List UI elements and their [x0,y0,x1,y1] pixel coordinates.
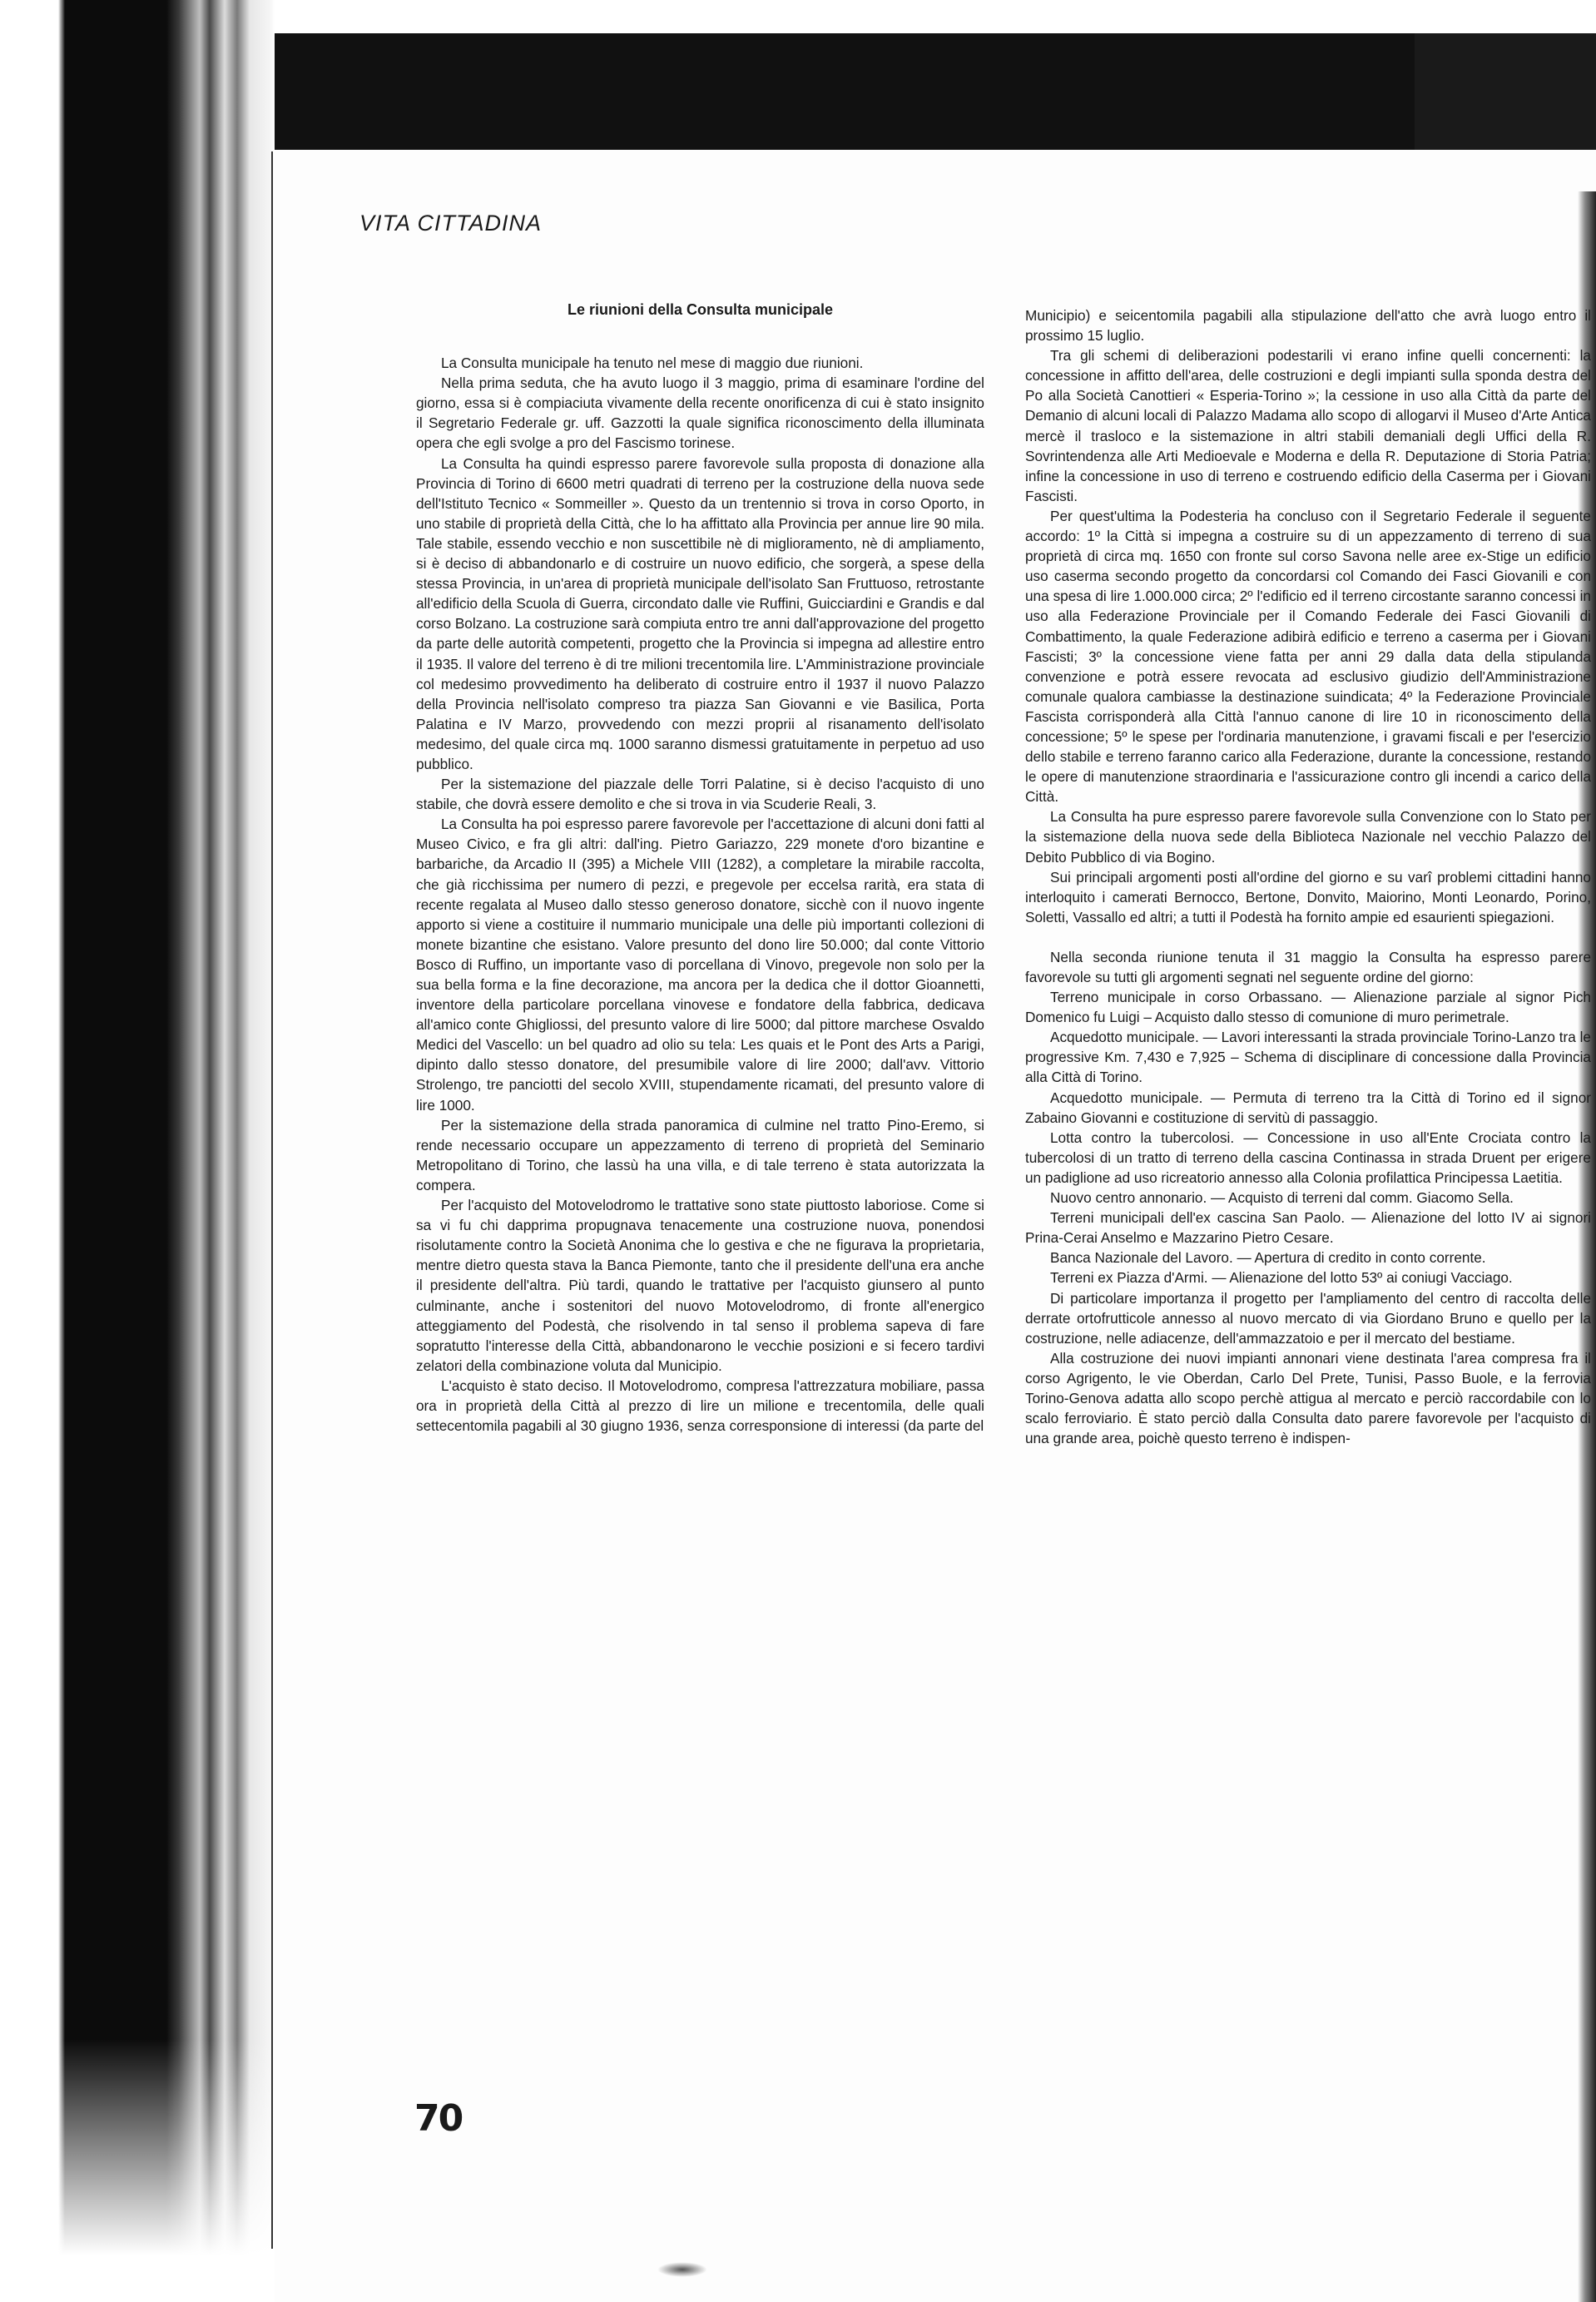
book-spine-shadow [0,0,275,2302]
paragraph: Alla costruzione dei nuovi impianti annonari viene destinata l'area compresa fra il corso Agrigento, le vie Oberdan, Carlo Del Prete, Tunisi, Passo Buole, e la ferrovia Torino-Genova adatta allo scopo perchè attigua al mercato e perciò raccordabile con lo scalo ferroviario. È stato perciò dalla Consulta dato parere favorevole per l'acquisto di una grande area, poichè questo terreno è indispen- [1025,1349,1591,1447]
paragraph: Nella prima seduta, che ha avuto luogo il 3 maggio, prima di esaminare l'ordine del giorno, essa si è compiaciuta vivamente della recente onorificenza di cui è stato insignito il Segretario Federale gr. uff. Gazzotti la quale significa riconoscimento della illuminata opera che egli svolge a pro del Fascismo torinese. [416,375,984,452]
agenda-item: Nuovo centro annonario. — Acquisto di terreni dal comm. Giacomo Sella. [1050,1189,1514,1207]
scan-fade [0,2039,275,2302]
paragraph: Per quest'ultima la Podesteria ha concluso con il Segretario Federale il seguente accordo: 1º la Città si impegna a costruire su di un appezzamento di terreno di sua proprietà di circa mq. 1650 con fronte sul corso Savona nelle aree ex-Stige un edificio uso caserma secondo progetto da concordarsi col Comando dei Fasci Giovanili e con una spesa di lire 1.000.000 circa; 2º l'edificio ed il terreno circostante saranno concessi in uso alla Federazione Provinciale per il Comando Federale dei Fasci Giovanili di Combattimento, la quale Federazione adibirà edificio e terreno a caserma per i Giovani Fascisti; 3º la concessione viene fatta per anni 29 dalla data della stipulanda convenzione e potrà essere revocata ad esclusivo giudizio dell'Amministrazione comunale qualora cambiasse la destinazione suindicata; 4º la Federazione Provinciale Fascista corrisponderà alla Città l'annuo canone di lire 10 in riconoscimento della concessione; 5º le spese per l'ordinaria manutenzione, i gravami fiscali e per l'esercizio dello stabile e terreno faranno carico alla Federazione, durante la concessione, restando le opere di manutenzione straordinaria e l'assicurazione contro gli incendi a carico della Città. [1025,507,1591,806]
left-column [416,300,984,1436]
paragraph: Per la sistemazione del piazzale delle Torri Palatine, si è deciso l'acquisto di uno stabile, che dovrà essere demolito e che si trova in via Scuderie Reali, 3. [416,776,984,813]
paragraph: La Consulta municipale ha tenuto nel mese di maggio due riunioni. [441,355,864,372]
paragraph: L'acquisto è stato deciso. Il Motovelodromo, compresa l'attrezzatura mobiliare, passa ora in proprietà della Città al prezzo di lire un milione e trecentomila, delle quali settecentomila pagabili al 30 giugno 1936, senza corresponsione di interessi (da parte del [416,1377,984,1435]
page-number: 70 [414,2097,463,2140]
agenda-item: Banca Nazionale del Lavoro. — Apertura di credito in conto corrente. [1050,1249,1486,1267]
right-column [1025,305,1591,1448]
paragraph: Di particolare importanza il progetto per l'ampliamento del centro di raccolta delle derrate ortofrutticole annesso al nuovo mercato di via Giordano Bruno e quello per la costruzione, nelle adiacenze, dell'ammazzatoio e per il mercato del bestiame. [1025,1289,1591,1347]
agenda-item: Acquedotto municipale. — Permuta di terreno tra la Città di Torino ed il signor Zabaino Giovanni e costituzione di servitù di passaggio. [1025,1089,1591,1126]
paragraph: Municipio) e seicentomila pagabili alla stipulazione dell'atto che avrà luogo entro il prossimo 15 luglio. [1025,307,1591,345]
paragraph: Tra gli schemi di deliberazioni podestarili vi erano infine quelli concernenti: la concessione in affitto dell'area, delle costruzioni e degli impianti sulla sponda destra del Po alla Società Canottieri « Esperia-Torino »; la cessione in uso alla Città da parte del Demanio di alcuni locali di Palazzo Madama allo scopo di allogarvi il Museo d'Arte Antica mercè il trasloco e la sistemazione in altri stabili demaniali degli Uffici della R. Sovrintendenza alle Arti Medioevale e Moderna e della R. Deputazione di Storia Patria; infine la concessione in uso di terreno e costruendo edificio della Caserma per i Giovani Fascisti. [1025,347,1591,504]
agenda-item: Acquedotto municipale. — Lavori interessanti la strada provinciale Torino-Lanzo tra le progressive Km. 7,430 e 7,925 – Schema di disciplinare di concessione dalla Provincia alla Città di Torino. [1025,1029,1591,1086]
ink-smudge [657,2262,707,2277]
paragraph: Per la sistemazione della strada panoramica di culmine nel tratto Pino-Eremo, si rende necessario occupare un appezzamento di terreno di proprietà del Seminario Metropolitano di Torino, che lassù ha una villa, e di tale terreno è stata autorizzata la compera. [416,1116,984,1193]
agenda-item: Lotta contro la tubercolosi. — Concessione in uso all'Ente Crociata contro la tubercolosi di un tratto di terreno della cascina Continassa in strada Druent per erigere un padiglione ad uso ricreatorio annesso alla Colonia profilattica Principessa Laetitia. [1025,1129,1591,1186]
paragraph: Nella seconda riunione tenuta il 31 maggio la Consulta ha espresso parere favorevole su tutti gli argomenti segnati nel seguente ordine del giorno: [1025,948,1591,985]
paragraph: Sui principali argomenti posti all'ordine del giorno e su varî problemi cittadini hanno interloquito i camerati Bernocco, Bertone, Donvito, Maiorino, Monti Leonardo, Porino, Soletti, Vassallo ed altri; a tutti il Podestà ha fornito ampie ed esaurienti spiegazioni. [1025,868,1591,925]
page-gutter-line [271,151,273,2249]
agenda-item: Terreni ex Piazza d'Armi. — Alienazione del lotto 53º ai coniugi Vacciago. [1050,1269,1513,1287]
paragraph: La Consulta ha poi espresso parere favorevole per l'accettazione di alcuni doni fatti al Museo Civico, e fra gli altri: dall'ing. Pietro Gariazzo, 229 monete d'oro bizantine e barbariche, da Arcadio II (395) a Michele VIII (1282), a completare la mirabile raccolta, che già ricchissima per numero di pezzi, e pregevole per eccelsa rarità, era stata di recente regalata al Museo dallo stesso generoso donatore, sicchè con il nuovo ingente apporto si viene a costituire il nummario municipale una delle più importanti collezioni di monete bizantine che esistano. Valore presunto del dono lire 50.000; dal conte Vittorio Bosco di Ruffino, un importante vaso di porcellana di Vinovo, pregevole non solo per la sua bella forma e la fine decorazione, ma ancora per la dedica che il dottor Gioannetti, inventore della particolare porcellana vinovese e fondatore della fabbrica, dedicava all'amico conte Ghigliossi, del presunto valore di lire 5000; dal pittore marchese Osvaldo Medici del Vascello: un bel quadro ad olio su tela: Les quais et le Pont des Arts a Parigi, dipinto dallo stesso donatore, del presumibile valore di lire 2000; dall'avv. Vittorio Strolengo, tre panciotti del secolo XVIII, stupendamente ricamati, del presunto valore di lire 1000. [416,816,984,1114]
article-title: Le riunioni della Consulta municipale [567,301,834,318]
running-head: VITA CITTADINA [359,211,543,236]
agenda-item: Terreni municipali dell'ex cascina San Paolo. — Alienazione del lotto IV ai signori Prina-Cerai Anselmo e Mazzarino Pietro Cesare. [1025,1209,1591,1247]
agenda-item: Terreno municipale in corso Orbassano. — Alienazione parziale al signor Pich Domenico fu Luigi – Acquisto dallo stesso di comunione di muro perimetrale. [1025,989,1591,1026]
paragraph: La Consulta ha quindi espresso parere favorevole sulla proposta di donazione alla Provincia di Torino di 6600 metri quadrati di terreno per la costruzione della nuova sede dell'Istituto Tecnico « Sommeiller ». Questo da un trentennio si trova in corso Oporto, in uno stabile di proprietà della Città, che lo ha affittato alla Provincia per annue lire 90 mila. Tale stabile, essendo vecchio e non suscettibile nè di miglioramento, nè di ampliamento, si è deciso di abbandonarlo e di costruire un nuovo edificio, che sorgerà, a spese della stessa Provincia, in un'area di proprietà municipale dell'isolato San Fruttuoso, retrostante all'edificio della Scuola di Guerra, circondato dalle vie Ruffini, Guicciardini e Grandis e dal corso Bolzano. La costruzione sarà compiuta entro tre anni dall'approvazione del progetto da parte delle autorità competenti, progetto che la Provincia si impegna ad allestire entro il 1935. Il valore del terreno è di tre milioni trecentomila lire. L'Amministrazione provinciale col medesimo provvedimento ha deliberato di costruire entro il 1937 il nuovo Palazzo della Provincia nell'isolato compreso tra piazza San Giovanni e vie Basilica, Porta Palatina e IV Marzo, provvedendo con mezzi proprii al risanamento dell'isolato medesimo, del quale circa mq. 1000 saranno dismessi gratuitamente in perpetuo ad uso pubblico. [416,454,984,772]
paragraph: Per l'acquisto del Motovelodromo le trattative sono state piuttosto laboriose. Come si sa vi fu chi dapprima propugnava tenacemente una costruzione nuova, ponendosi risolutamente contro la Società Anonima che lo gestiva e che ne figurava la proprietaria, mentre dietro questa stava la Banca Piemonte, tanto che il presidente dell'una era anche il presidente dell'altra. Più tardi, quando le trattative per l'acquisto giunsero al punto culminante, anche i sostenitori del nuovo Motovelodromo, di fronte all'energico atteggiamento del Podestà, che risolvendo in tal senso il problema sapeva di fare sopratutto l'interesse della Città, abbandonarono le vecchie posizioni e si fecero tardivi zelatori della combinazione voluta dal Municipio. [416,1197,984,1374]
paragraph: La Consulta ha pure espresso parere favorevole sulla Convenzione con lo Stato per la sistemazione della nuova sede della Biblioteca Nazionale nel vecchio Palazzo del Debito Pubblico di via Bogino. [1025,808,1591,866]
